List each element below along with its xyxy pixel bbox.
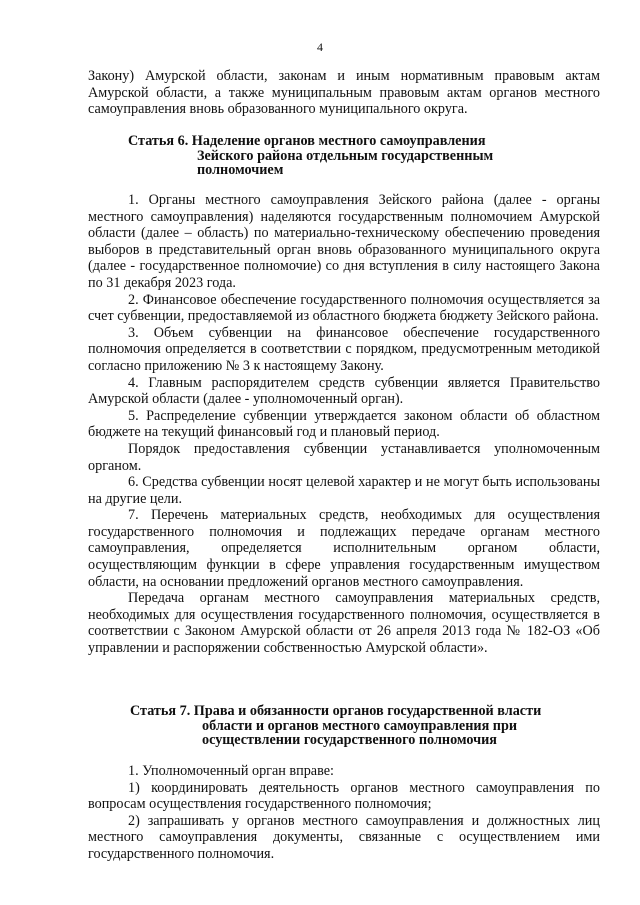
article-7-heading: [130, 704, 541, 748]
article-6-procedure: Порядок предоставления субвенции устанавливается уполномоченным органом.: [88, 440, 600, 474]
article-6-heading-line-3: полномочием: [197, 162, 284, 178]
article-6-heading: [128, 134, 493, 178]
article-7-item-1: 1. Уполномоченный орган вправе:: [128, 763, 334, 779]
article-7-heading-line-2: области и органов местного самоуправления при: [202, 717, 518, 734]
article-6-item-5: 5. Распределение субвенции утверждается законом области об областном бюджете на текущий финансовый год и плановый период.: [88, 407, 600, 441]
article-7-heading-line-3: осуществлении государственного полномочия: [202, 732, 497, 748]
article-6-item-3: 3. Объем субвенции на финансовое обеспечение государственного полномочия определяется в соответствии с порядком, предусмотренным методикой согласно приложению № 3 к настоящему Закону.: [88, 324, 600, 374]
article-6-item-1: 1. Органы местного самоуправления Зейского района (далее - органы местного самоуправления) наделяются государственным полномочием Амурской области (далее – область) по материально-техническому обеспечению проведения выборов в представительный орган вновь образованного муниципального округа (далее - государственное полномочие) со дня вступления в силу настоящего Закона по 31 декабря 2023 года.: [88, 192, 600, 291]
article-6-item-2: 2. Финансовое обеспечение государственного полномочия осуществляется за счет субвенции, предоставляемой из областного бюджета бюджету Зейского района.: [88, 291, 600, 325]
article-7-subitem-2: 2) запрашивать у органов местного самоуправления и должностных лиц местного самоуправления документы, связанные с осуществлением ими государственного полномочия.: [88, 812, 600, 862]
article-6-item-6: 6. Средства субвенции носят целевой характер и не могут быть использованы на другие цели.: [88, 474, 600, 507]
article-7-body: [88, 763, 600, 863]
page-number: 4: [317, 40, 323, 54]
article-7-heading-line-1: Статья 7. Права и обязанности органов государственной власти: [130, 703, 542, 719]
article-7-subitem-1: 1) координировать деятельность органов местного самоуправления по вопросам осуществления государственного полномочия;: [88, 779, 600, 813]
intro-paragraph: Закону) Амурской области, законам и иным нормативным правовым актам Амурской области, а также муниципальным правовым актам органов местного самоуправления вновь образованного муниципального округа.: [88, 68, 600, 118]
article-6-transfer: Передача органам местного самоуправления материальных средств, необходимых для осуществления государственного полномочия, осуществляется в соответствии с Законом Амурской области от 26 апреля 2013 года № 182-ОЗ «Об управлении и распоряжении собственностью Амурской области».: [88, 590, 600, 657]
article-6-item-4: 4. Главным распорядителем средств субвенции является Правительство Амурской области (далее - уполномоченный орган).: [88, 374, 600, 408]
article-6-item-7: 7. Перечень материальных средств, необходимых для осуществления государственного полномочия и подлежащих передаче органам местного самоуправления, определяется исполнительным органом области, осуществляющим функции в сфере управления государственным имуществом области, на основании предложений органов местного самоуправления.: [88, 507, 600, 590]
article-6-heading-line-2: Зейского района отдельным государственным: [197, 147, 494, 164]
intro-block: [88, 68, 600, 118]
article-6-heading-line-1: Статья 6. Наделение органов местного самоуправления: [128, 133, 486, 149]
article-6-body: [88, 192, 600, 657]
